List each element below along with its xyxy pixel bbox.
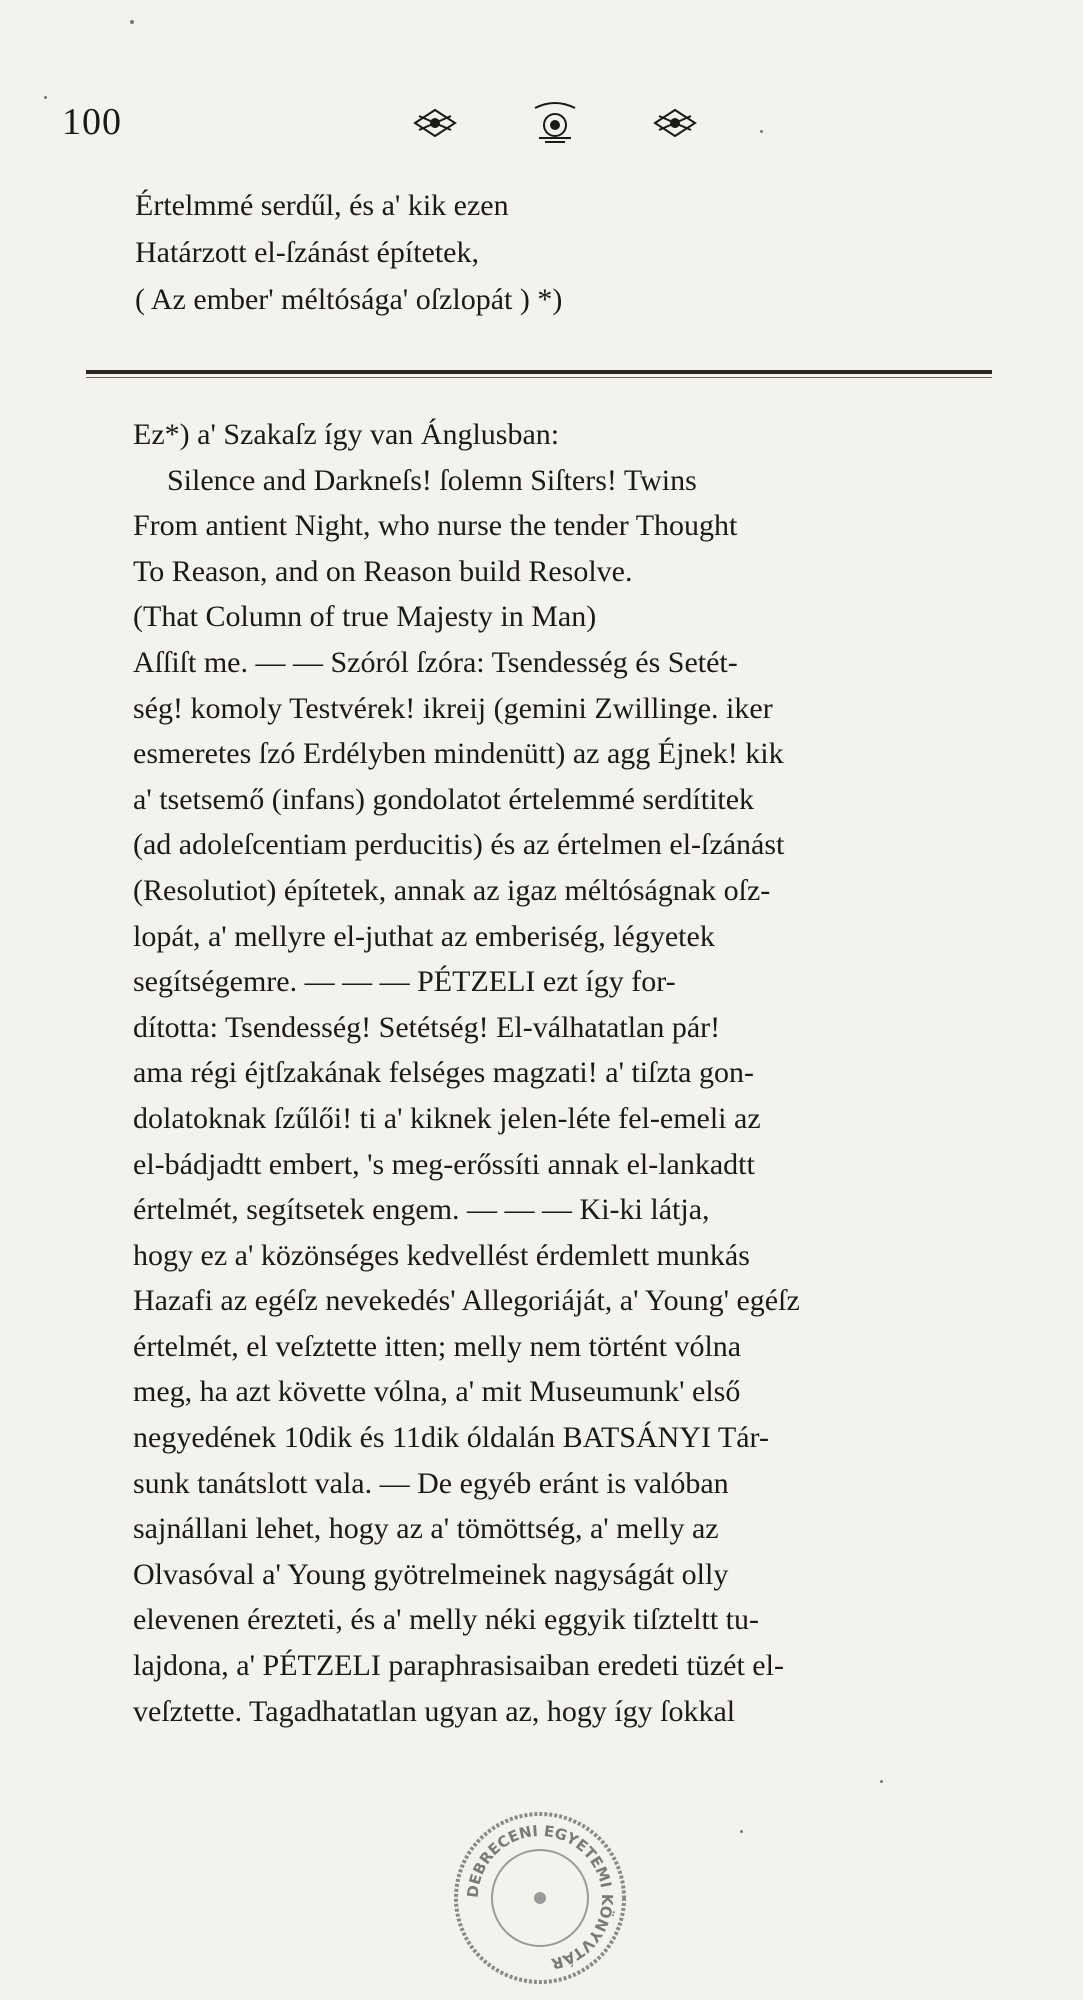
text-line: segítségemre. — — — PÉTZELI ezt így for- (133, 965, 676, 999)
text-line: meg, ha azt követte vólna, a' mit Museumunk' első (133, 1375, 741, 1409)
text-line: Silence and Darkneſs! ſolemn Siſters! Twins (167, 463, 697, 497)
text-line: negyedének 10dik és 11dik óldalán BATSÁNYI Tár- (133, 1421, 769, 1455)
text-line: (Resolutiot) építetek, annak az igaz méltóságnak oſz- (133, 873, 771, 907)
paper-speck (130, 20, 134, 24)
text-line: esmeretes ſzó Erdélyben mindenütt) az agg Éjnek! kik (133, 737, 784, 771)
text-line: sunk tanátslott vala. — De egyéb eránt is valóban (133, 1466, 729, 1500)
text-line: Olvasóval a' Young gyötrelmeinek nagyságát olly (133, 1557, 729, 1591)
paper-speck (44, 96, 47, 99)
paper-speck (760, 130, 763, 133)
text-line: sajnállani lehet, hogy az a' tömöttség, a' melly az (133, 1512, 719, 1546)
text-line: hogy ez a' közönséges kedvellést érdemlett munkás (133, 1238, 750, 1272)
library-stamp (450, 1808, 630, 1988)
text-line: (That Column of true Majesty in Man) (133, 600, 597, 634)
text-line: dította: Tsendesség! Setétség! El-válhatatlan pár! (133, 1010, 721, 1044)
text-line: lajdona, a' PÉTZELI paraphrasisaiban eredeti tüzét el- (133, 1649, 784, 1683)
text-line: elevenen érezteti, és a' melly néki eggyik tiſzteltt tu- (133, 1603, 759, 1637)
text-line: ség! komoly Testvérek! ikreij (gemini Zwillinge. iker (133, 691, 773, 725)
verse-line: Határzott el-ſzánást építetek, (135, 236, 479, 269)
text-line: ama régi éjtſzakának felséges magzati! a' tiſzta gon- (133, 1056, 754, 1090)
page-number: 100 (62, 101, 122, 143)
stamp-text: DEBRECENI EGYETEMI KÖNYVTÁR (463, 1821, 617, 1973)
text-line: To Reason, and on Reason build Resolve. (133, 554, 633, 588)
text-line: értelmét, el veſztette itten; melly nem történt vólna (133, 1329, 742, 1363)
text-line: a' tsetsemő (infans) gondolatot értelemmé serdítitek (133, 782, 755, 816)
footnote-divider-thin (86, 377, 992, 378)
paper-speck (880, 1780, 883, 1783)
text-line: From antient Night, who nurse the tender Thought (133, 509, 738, 543)
text-line: Aſſiſt me. — — Szóról ſzóra: Tsendesség és Setét- (133, 645, 738, 679)
paper-speck (740, 1830, 743, 1833)
text-line: lopát, a' mellyre el-juthat az emberiség, légyetek (133, 919, 715, 953)
footnote-divider (86, 370, 992, 374)
decorative-ornament (405, 98, 705, 148)
text-line: el-bádjadtt embert, 's meg-erőssíti annak el-lankadtt (133, 1147, 755, 1181)
text-line: Hazafi az egéſz nevekedés' Allegoriáját, a' Young' egéſz (133, 1284, 800, 1318)
text-line: értelmét, segítsetek engem. — — — Ki-ki látja, (133, 1193, 710, 1227)
verse-line: Értelmmé serdűl, és a' kik ezen (135, 189, 509, 222)
verse-line: ( Az ember' méltósága' oſzlopát ) *) (135, 283, 563, 316)
text-line: dolatoknak ſzűlői! ti a' kiknek jelen-léte fel-emeli az (133, 1101, 761, 1135)
verse-block (135, 182, 562, 323)
text-line: Ez*) a' Szakaſz így van Ánglusban: (133, 418, 560, 451)
text-line: veſztette. Tagadhatatlan ugyan az, hogy így ſokkal (133, 1694, 736, 1728)
footnote-text (133, 412, 1003, 1734)
text-line: (ad adoleſcentiam perducitis) és az értelmen el-ſzánást (133, 828, 785, 862)
